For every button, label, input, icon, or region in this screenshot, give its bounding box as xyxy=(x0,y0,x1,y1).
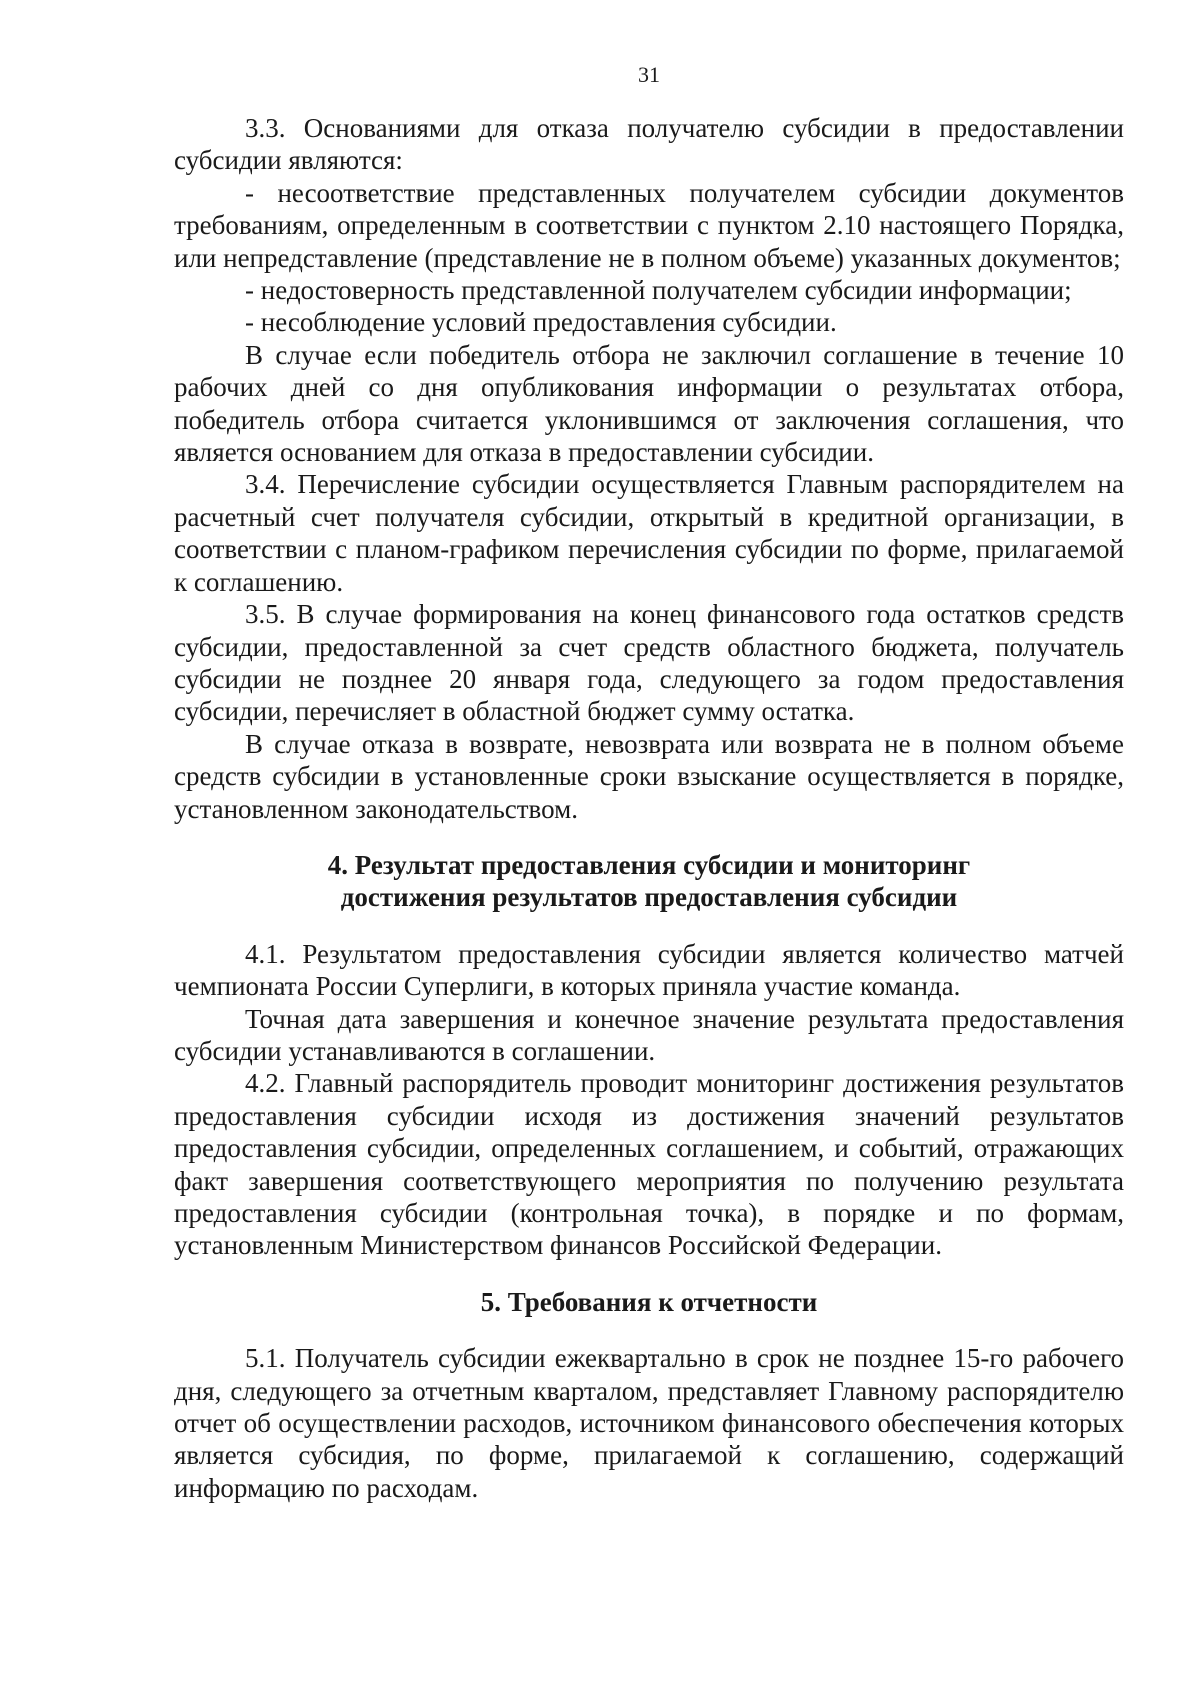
paragraph-3-3-note: В случае если победитель отбора не заключил соглашение в течение 10 рабочих дней со дня опубликования информации о результатах отбора, победитель отбора считается уклонившимся от заключения соглашения, что является основанием для отказа в предоставлении субсидии. xyxy=(174,339,1124,468)
paragraph-3-3-item-2: - недостоверность представленной получателем субсидии информации; xyxy=(245,275,1072,306)
paragraph-3-4: 3.4. Перечисление субсидии осуществляется Главным распорядителем на расчетный счет получателя субсидии, открытый в кредитной организации, в соответствии с планом-графиком перечисления субсидии по форме, прилагаемой к соглашению. xyxy=(174,469,1124,597)
paragraph-3-5-note: В случае отказа в возврате, невозврата или возврата не в полном объеме средств субсидии в установленные сроки взыскание осуществляется в порядке, установленном законодательством. xyxy=(174,728,1124,824)
section-4-heading-line-2: достижения результатов предоставления субсидии xyxy=(340,882,958,913)
paragraph-5-1: 5.1. Получатель субсидии ежеквартально в срок не позднее 15-го рабочего дня, следующего за отчетным кварталом, представляет Главному распорядителю отчет об осуществлении расходов, источником финансового обеспечения которых является субсидия, по форме, прилагаемой к соглашению, содержащий информацию по расходам. xyxy=(174,1343,1124,1503)
page-number: 31 xyxy=(638,62,660,87)
paragraph-4-1-note: Точная дата завершения и конечное значение результата предоставления субсидии устанавливаются в соглашении. xyxy=(174,1003,1124,1066)
paragraph-4-2: 4.2. Главный распорядитель проводит мониторинг достижения результатов предоставления субсидии исходя из достижения значений результатов предоставления субсидии, определенных соглашением, и событий, отражающих факт завершения соответствующего мероприятия по получению результата предоставления субсидии (контрольная точка), в порядке и по формам, установленным Министерством финансов Российской Федерации. xyxy=(174,1068,1124,1261)
document-page xyxy=(174,60,1124,1504)
paragraph-3-3: 3.3. Основаниями для отказа получателю субсидии в предоставлении субсидии являются: xyxy=(174,113,1124,176)
paragraph-3-5: 3.5. В случае формирования на конец финансового года остатков средств субсидии, предоставленной за счет средств областного бюджета, получатель субсидии не позднее 20 января года, следующего за годом предоставления субсидии, перечисляет в областной бюджет сумму остатка. xyxy=(174,599,1124,727)
section-4-heading-line-1: 4. Результат предоставления субсидии и мониторинг xyxy=(327,849,971,880)
paragraph-4-1: 4.1. Результатом предоставления субсидии является количество матчей чемпионата России Суперлиги, в которых приняла участие команда. xyxy=(174,938,1124,1002)
section-5-heading: 5. Требования к отчетности xyxy=(480,1286,818,1317)
paragraph-3-3-item-1: - несоответствие представленных получателем субсидии документов требованиям, определенным в соответствии с пунктом 2.10 настоящего Порядка, или непредставление (представление не в полном объеме) указанных документов; xyxy=(174,177,1124,273)
paragraph-3-3-item-3: - несоблюдение условий предоставления субсидии. xyxy=(245,307,837,338)
